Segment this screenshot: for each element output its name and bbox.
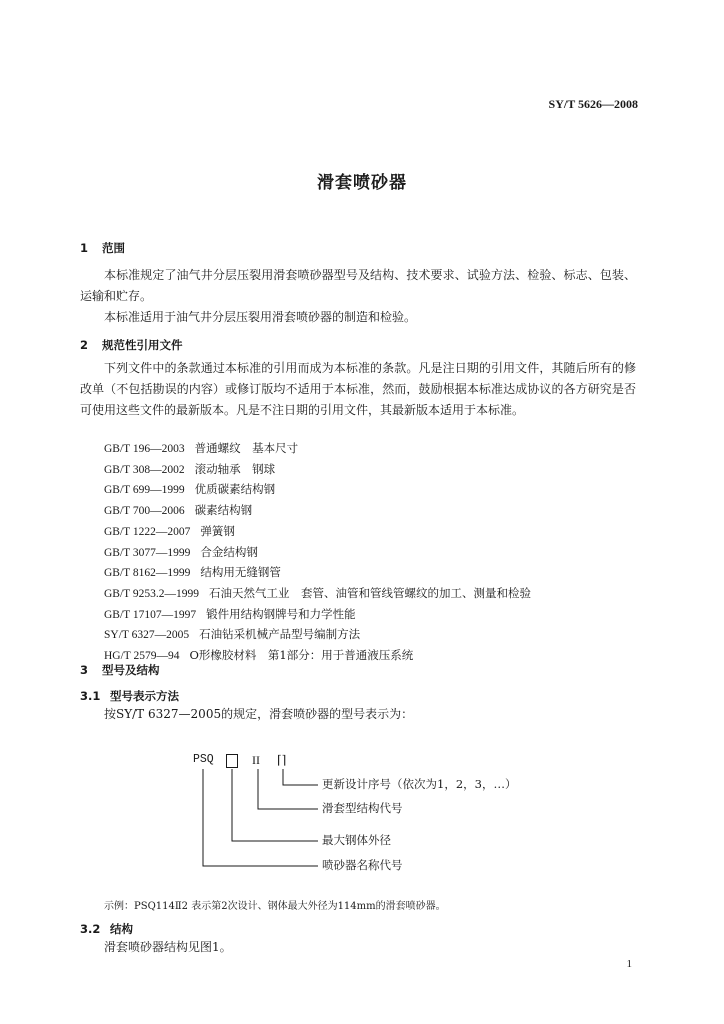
reference-item [104,522,531,543]
reference-title: 碳素结构钢 [194,503,253,518]
section-number: 1 [80,241,89,255]
reference-code: GB/T 308—2002 [104,463,185,476]
page-number: 1 [626,958,632,970]
model-designation-text: 按SY/T 6327—2005的规定，滑套喷砂器的型号表示为： [104,707,414,721]
subsection-number: 3.1 [80,689,101,703]
section-title: 型号及结构 [102,663,160,677]
subsection-number: 3.2 [80,922,101,936]
page-title: 滑套喷砂器 [317,173,407,193]
reference-item [104,501,531,522]
subsection-title: 结构 [110,922,133,936]
reference-title: 石油天然气工业 套管、油管和管线管螺纹的加工、测量和检验 [209,585,531,600]
label-structure-code: 滑套型结构代号 [322,801,403,815]
section-3-2-heading [80,921,133,937]
reference-title: 结构用无缝钢管 [200,565,281,580]
reference-code: GB/T 196—2003 [104,443,185,455]
section-2-heading [80,337,183,353]
example-note: 示例：PSQ114Ⅱ2 表示第2次设计、钢体最大外径为114mm的滑套喷砂器。 [104,901,446,912]
reference-title: 弹簧钢 [200,523,235,538]
reference-code: GB/T 700—2006 [104,505,185,518]
label-name-code: 喷砂器名称代号 [322,858,403,872]
reference-code: HG/T 2579—94 [104,650,180,663]
section-title: 规范性引用文件 [102,338,183,352]
section-title: 范围 [102,241,125,255]
reference-item [104,605,531,626]
reference-code: GB/T 9253.2—1999 [104,587,199,600]
reference-title: O形橡胶材料 第1部分：用于普通液压系统 [189,648,414,663]
section-3-heading [80,662,160,678]
placeholder-box [226,754,238,768]
reference-code: GB/T 699—1999 [104,484,185,497]
reference-code: GB/T 3077—1999 [104,546,191,559]
reference-item [104,646,531,667]
scope-paragraph-1: 本标准规定了油气井分层压裂用滑套喷砂器型号及结构、技术要求、试验方法、检验、标志、包装、运输和贮存。 [80,268,636,303]
reference-title: 石油钻采机械产品型号编制方法 [199,627,361,642]
reference-item [104,439,531,460]
reference-item [104,543,531,564]
label-update-number: 更新设计序号（依次为1，2，3，…） [322,777,517,791]
model-designation-diagram [0,745,724,885]
section-number: 3 [80,663,89,677]
subsection-title: 型号表示方法 [110,689,179,703]
reference-item [104,584,531,605]
reference-code: GB/T 17107—1997 [104,608,197,621]
structure-roman: II [252,753,260,767]
reference-item [104,563,531,584]
reference-list [104,439,531,667]
reference-code: GB/T 1222—2007 [104,525,191,538]
reference-code: GB/T 8162—1999 [104,567,191,580]
reference-title: 合金结构钢 [200,544,258,559]
placeholder-bracket: ⌈⌉ [277,753,287,767]
reference-title: 普通螺纹 基本尺寸 [194,441,299,455]
model-code: PSQ [193,753,214,766]
reference-item [104,480,531,501]
reference-code: SY/T 6327—2005 [104,629,190,642]
structure-text: 滑套喷砂器结构见图1。 [104,940,232,954]
reference-item [104,460,531,481]
section-1-heading [80,240,125,256]
references-intro: 下列文件中的条款通过本标准的引用而成为本标准的条款。凡是注日期的引用文件，其随后所有的修改单（不包括勘误的内容）或修订版均不适用于本标准，然而，鼓励根据本标准达成协议的各方研究是否可使用这些文件的最新版本。凡是不注日期的引用文件，其最新版本适用于本标准。 [80,361,636,417]
standard-number: SY/T 5626—2008 [548,97,638,111]
reference-title: 优质碳素结构钢 [194,482,276,497]
scope-paragraph-2: 本标准适用于油气井分层压裂用滑套喷砂器的制造和检验。 [104,310,417,324]
section-number: 2 [80,338,89,352]
section-3-1-heading [80,688,179,704]
reference-item [104,625,531,646]
reference-title: 滚动轴承 钢球 [194,461,276,476]
label-max-od: 最大钢体外径 [322,833,391,847]
reference-title: 锻件用结构钢牌号和力学性能 [206,606,356,621]
